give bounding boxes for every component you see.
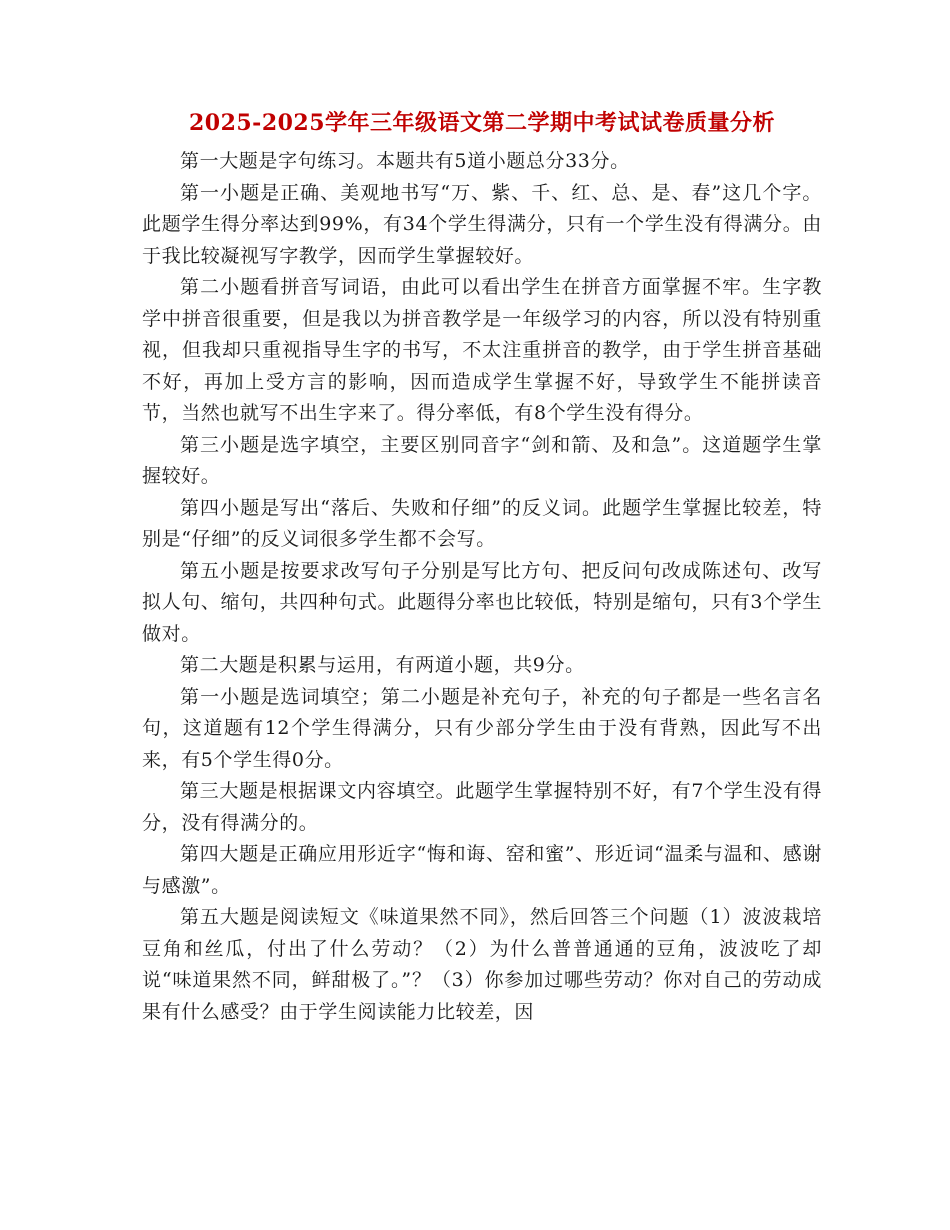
paragraph-1: 第一大题是字句练习。本题共有5道小题总分33分。 [180, 150, 630, 172]
paragraph-11: 第五大题是阅读短文《味道果然不同》，然后回答三个问题（1）波波栽培豆角和丝瓜，付出了什么劳动？（2）为什么普普通通的豆角，波波吃了却说“味道果然不同，鲜甜极了。”？（3）你参加过哪些劳动？你对自己的劳动成果有什么感受？由于学生阅读能力比较差，因 [142, 906, 822, 1023]
paragraph-4: 第三小题是选字填空，主要区别同音字“剑和箭、及和急”。这道题学生掌握较好。 [142, 433, 822, 487]
paragraph-6: 第五小题是按要求改写句子分别是写比方句、把反问句改成陈述句、改写拟人句、缩句，共四种句式。此题得分率也比较低，特别是缩句，只有3个学生做对。 [142, 559, 822, 645]
paragraph-5: 第四小题是写出“落后、失败和仔细”的反义词。此题学生掌握比较差，特别是“仔细”的反义词很多学生都不会写。 [142, 496, 822, 550]
paragraph-7: 第二大题是积累与运用，有两道小题，共9分。 [180, 654, 585, 676]
document-title: 2025-2025学年三年级语文第二学期中考试试卷质量分析 [188, 110, 776, 136]
paragraph-8: 第一小题是选词填空；第二小题是补充句子，补充的句子都是一些名言名句，这道题有12个学生得满分，只有少部分学生由于没有背熟，因此写不出来，有5个学生得0分。 [142, 685, 822, 771]
paragraph-3: 第二小题看拼音写词语，由此可以看出学生在拼音方面掌握不牢。生字教学中拼音很重要，但是我以为拼音教学是一年级学习的内容，所以没有特别重视，但我却只重视指导生字的书写，不太注重拼音的教学，由于学生拼音基础不好，再加上受方言的影响，因而造成学生掌握不好，导致学生不能拼读音节，当然也就写不出生字来了。得分率低，有8个学生没有得分。 [142, 276, 822, 424]
paragraph-2: 第一小题是正确、美观地书写“万、紫、千、红、总、是、春”这几个字。此题学生得分率达到99%，有34个学生得满分，只有一个学生没有得满分。由于我比较凝视写字教学，因而学生掌握较好。 [142, 181, 822, 267]
document-page [142, 108, 822, 1028]
paragraph-9: 第三大题是根据课文内容填空。此题学生掌握特别不好，有7个学生没有得分，没有得满分的。 [142, 780, 822, 834]
paragraph-10: 第四大题是正确应用形近字“悔和诲、窑和蜜”、形近词“温柔与温和、感谢与感激”。 [142, 843, 822, 897]
